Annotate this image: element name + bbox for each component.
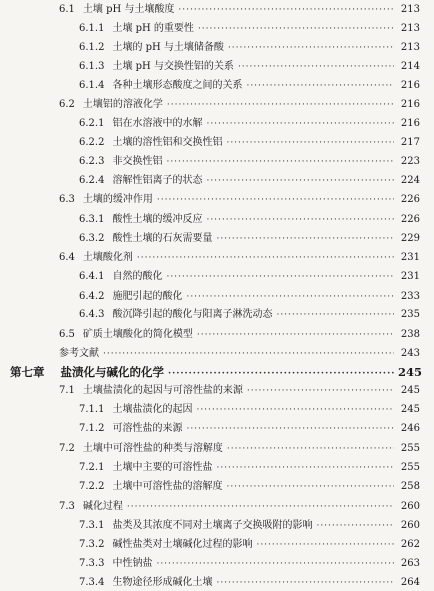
toc-entry xyxy=(59,329,420,343)
toc-page-number: 229 xyxy=(400,233,420,244)
toc-page-number: 216 xyxy=(400,118,420,129)
toc-title: 酸性土壤的石灰需要量 xyxy=(112,233,213,244)
toc-entry xyxy=(79,309,420,323)
toc-entry xyxy=(79,61,420,75)
dot-leader xyxy=(206,175,394,187)
toc-number: 6.1.4 xyxy=(79,80,105,91)
toc-title: 土壤 pH 与交换性铝的关系 xyxy=(112,61,234,72)
toc-number: 7.3.2 xyxy=(79,539,105,550)
toc-title: 土壤盐渍化的起因 xyxy=(112,404,193,415)
toc-title: 土壤 pH 与土壤酸度 xyxy=(82,4,175,15)
toc-title: 碱性盐类对土壤碱化过程的影响 xyxy=(112,539,253,550)
toc-page-number: 214 xyxy=(400,61,420,72)
toc-page-number: 226 xyxy=(400,194,420,205)
toc-page-number: 235 xyxy=(400,309,420,320)
toc-number: 6.4 xyxy=(59,252,75,263)
dot-leader xyxy=(246,80,394,92)
toc-entry xyxy=(59,385,420,399)
toc-page-number: 224 xyxy=(400,175,420,186)
toc-number: 7.2.1 xyxy=(79,462,105,473)
toc-title: 可溶性盐的来源 xyxy=(112,423,183,434)
toc-title: 非交换性铝 xyxy=(112,156,163,167)
dot-leader xyxy=(168,368,394,380)
toc-title: 酸沉降引起的酸化与阳离子淋洗动态 xyxy=(112,309,273,320)
toc-number: 6.3 xyxy=(59,194,75,205)
toc-number: 6.5 xyxy=(59,329,75,340)
dot-leader xyxy=(206,118,394,130)
toc-entry xyxy=(79,23,420,37)
toc-page-number: 260 xyxy=(400,501,420,512)
toc-page-number: 231 xyxy=(400,252,420,263)
dot-leader xyxy=(198,23,394,35)
toc-number: 7.2.2 xyxy=(79,481,105,492)
toc-page-number: 245 xyxy=(400,404,420,415)
toc-title: 土壤中可溶性盐的种类与溶解度 xyxy=(82,443,223,454)
toc-page-number: 255 xyxy=(400,443,420,454)
toc-page-number: 216 xyxy=(400,99,420,110)
toc-entry xyxy=(59,194,420,208)
toc-number: 第七章 xyxy=(10,365,45,379)
toc-page-number: 217 xyxy=(400,137,420,148)
dot-leader xyxy=(216,233,394,245)
toc-entry xyxy=(79,539,420,553)
toc-entry xyxy=(79,520,420,534)
toc-page-number: 231 xyxy=(400,271,420,282)
toc-entry xyxy=(79,404,420,418)
toc-number: 7.1.1 xyxy=(79,404,105,415)
dot-leader xyxy=(166,156,394,168)
dot-leader xyxy=(226,137,394,149)
toc-title: 土壤盐渍化的起因与可溶性盐的来源 xyxy=(82,385,243,396)
toc-number: 7.2 xyxy=(59,443,75,454)
toc-entry xyxy=(79,214,420,228)
toc-entry xyxy=(59,252,420,266)
dot-leader xyxy=(227,443,394,455)
toc-page-number: 213 xyxy=(400,23,420,34)
dot-leader xyxy=(137,252,394,264)
toc-entry xyxy=(79,175,420,189)
dot-leader xyxy=(276,309,394,321)
dot-leader xyxy=(178,4,394,16)
toc-number: 6.4.3 xyxy=(79,309,105,320)
dot-leader xyxy=(156,558,394,570)
toc-page-number: 216 xyxy=(400,80,420,91)
toc-entry xyxy=(59,4,420,18)
toc-number: 7.1.2 xyxy=(79,423,105,434)
toc-page-number: 263 xyxy=(400,558,420,569)
dot-leader xyxy=(196,404,394,416)
dot-leader xyxy=(186,423,394,435)
toc-number: 7.3.3 xyxy=(79,558,105,569)
dot-leader xyxy=(167,99,394,111)
toc-title: 土壤 pH 的重要性 xyxy=(112,23,194,34)
toc-entry xyxy=(79,137,420,151)
dot-leader xyxy=(226,481,394,493)
toc-entry xyxy=(79,462,420,476)
toc-title: 各种土壤形态酸度之间的关系 xyxy=(112,80,243,91)
toc-page-number: 245 xyxy=(398,365,423,379)
toc-title: 酸性土壤的缓冲反应 xyxy=(112,214,203,225)
toc-title: 施肥引起的酸化 xyxy=(112,291,183,302)
dot-leader xyxy=(256,539,394,551)
dot-leader xyxy=(247,385,394,397)
dot-leader xyxy=(127,501,394,513)
toc-number: 6.2.3 xyxy=(79,156,105,167)
toc-entry xyxy=(79,481,420,495)
toc-page-number: 213 xyxy=(400,42,420,53)
toc-entry xyxy=(59,99,420,113)
dot-leader xyxy=(157,194,394,206)
toc-page-number: 213 xyxy=(400,4,420,15)
toc-title: 碱化过程 xyxy=(82,501,123,512)
toc-title: 土壤的溶性铝和交换性铝 xyxy=(112,137,223,148)
toc-entry xyxy=(59,348,420,362)
toc-title: 盐类及其浓度不同对土壤离子交换吸附的影响 xyxy=(112,520,313,531)
toc-entry xyxy=(59,501,420,515)
toc-page-number: 243 xyxy=(400,348,420,359)
toc-title: 溶解性铝离子的状态 xyxy=(112,175,203,186)
toc-title: 矿质土壤酸化的简化模型 xyxy=(82,329,193,340)
toc-number: 7.3 xyxy=(59,501,75,512)
toc-number: 6.2 xyxy=(59,99,75,110)
toc-page-number: 238 xyxy=(400,329,420,340)
toc-number: 6.2.4 xyxy=(79,175,105,186)
toc-page-number: 233 xyxy=(400,291,420,302)
toc-number: 6.1.2 xyxy=(79,42,105,53)
toc-entry xyxy=(79,271,420,285)
dot-leader xyxy=(238,61,394,73)
dot-leader xyxy=(206,214,394,226)
toc-page-number: 226 xyxy=(400,214,420,225)
dot-leader xyxy=(316,520,394,532)
dot-leader xyxy=(103,348,394,360)
toc-entry xyxy=(79,156,420,170)
toc-page-number: 262 xyxy=(400,539,420,550)
toc-entry xyxy=(79,42,420,56)
toc-title: 土壤的缓冲作用 xyxy=(82,194,153,205)
toc-entry xyxy=(10,365,423,380)
toc-number: 6.2.2 xyxy=(79,137,105,148)
toc-number: 7.1 xyxy=(59,385,75,396)
toc-page-number: 245 xyxy=(400,385,420,396)
toc-title: 土壤酸化剂 xyxy=(82,252,133,263)
dot-leader xyxy=(216,462,394,474)
toc-title: 自然的酸化 xyxy=(112,271,163,282)
toc-entry xyxy=(79,291,420,305)
toc-number: 6.3.1 xyxy=(79,214,105,225)
toc-entry xyxy=(79,577,420,591)
toc-page-number: 258 xyxy=(400,481,420,492)
dot-leader xyxy=(186,291,394,303)
toc-entry xyxy=(79,558,420,572)
toc-number: 6.1 xyxy=(59,4,75,15)
toc-page-number: 260 xyxy=(400,520,420,531)
toc-title: 土壤铝的溶液化学 xyxy=(82,99,163,110)
toc-number: 6.4.1 xyxy=(79,271,105,282)
toc-page-number: 255 xyxy=(400,462,420,473)
toc-page-number: 264 xyxy=(400,577,420,588)
toc-page-number: 223 xyxy=(400,156,420,167)
toc-title: 铝在水溶液中的水解 xyxy=(112,118,203,129)
toc-number: 7.3.1 xyxy=(79,520,105,531)
toc-title: 生物途径形成碱化土壤 xyxy=(112,577,213,588)
toc-entry xyxy=(59,443,420,457)
toc-number: 6.1.1 xyxy=(79,23,105,34)
dot-leader xyxy=(216,577,394,589)
toc-page-number: 246 xyxy=(400,423,420,434)
toc-title: 土壤的 pH 与土壤储备酸 xyxy=(112,42,224,53)
toc-title: 土壤中可溶性盐的溶解度 xyxy=(112,481,223,492)
toc-title: 参考文献 xyxy=(59,348,99,359)
dot-leader xyxy=(228,42,394,54)
toc-entry xyxy=(79,233,420,247)
toc-entry xyxy=(79,423,420,437)
toc-number: 6.3.2 xyxy=(79,233,105,244)
toc-number: 7.3.4 xyxy=(79,577,105,588)
toc-entry xyxy=(79,80,420,94)
toc-title: 中性钠盐 xyxy=(112,558,153,569)
toc-entry xyxy=(79,118,420,132)
dot-leader xyxy=(166,271,394,283)
toc-title: 土壤中主要的可溶性盐 xyxy=(112,462,213,473)
toc-title: 盐渍化与碱化的化学 xyxy=(60,365,164,379)
toc-number: 6.4.2 xyxy=(79,291,105,302)
dot-leader xyxy=(197,329,394,341)
toc-number: 6.1.3 xyxy=(79,61,105,72)
toc-number: 6.2.1 xyxy=(79,118,105,129)
